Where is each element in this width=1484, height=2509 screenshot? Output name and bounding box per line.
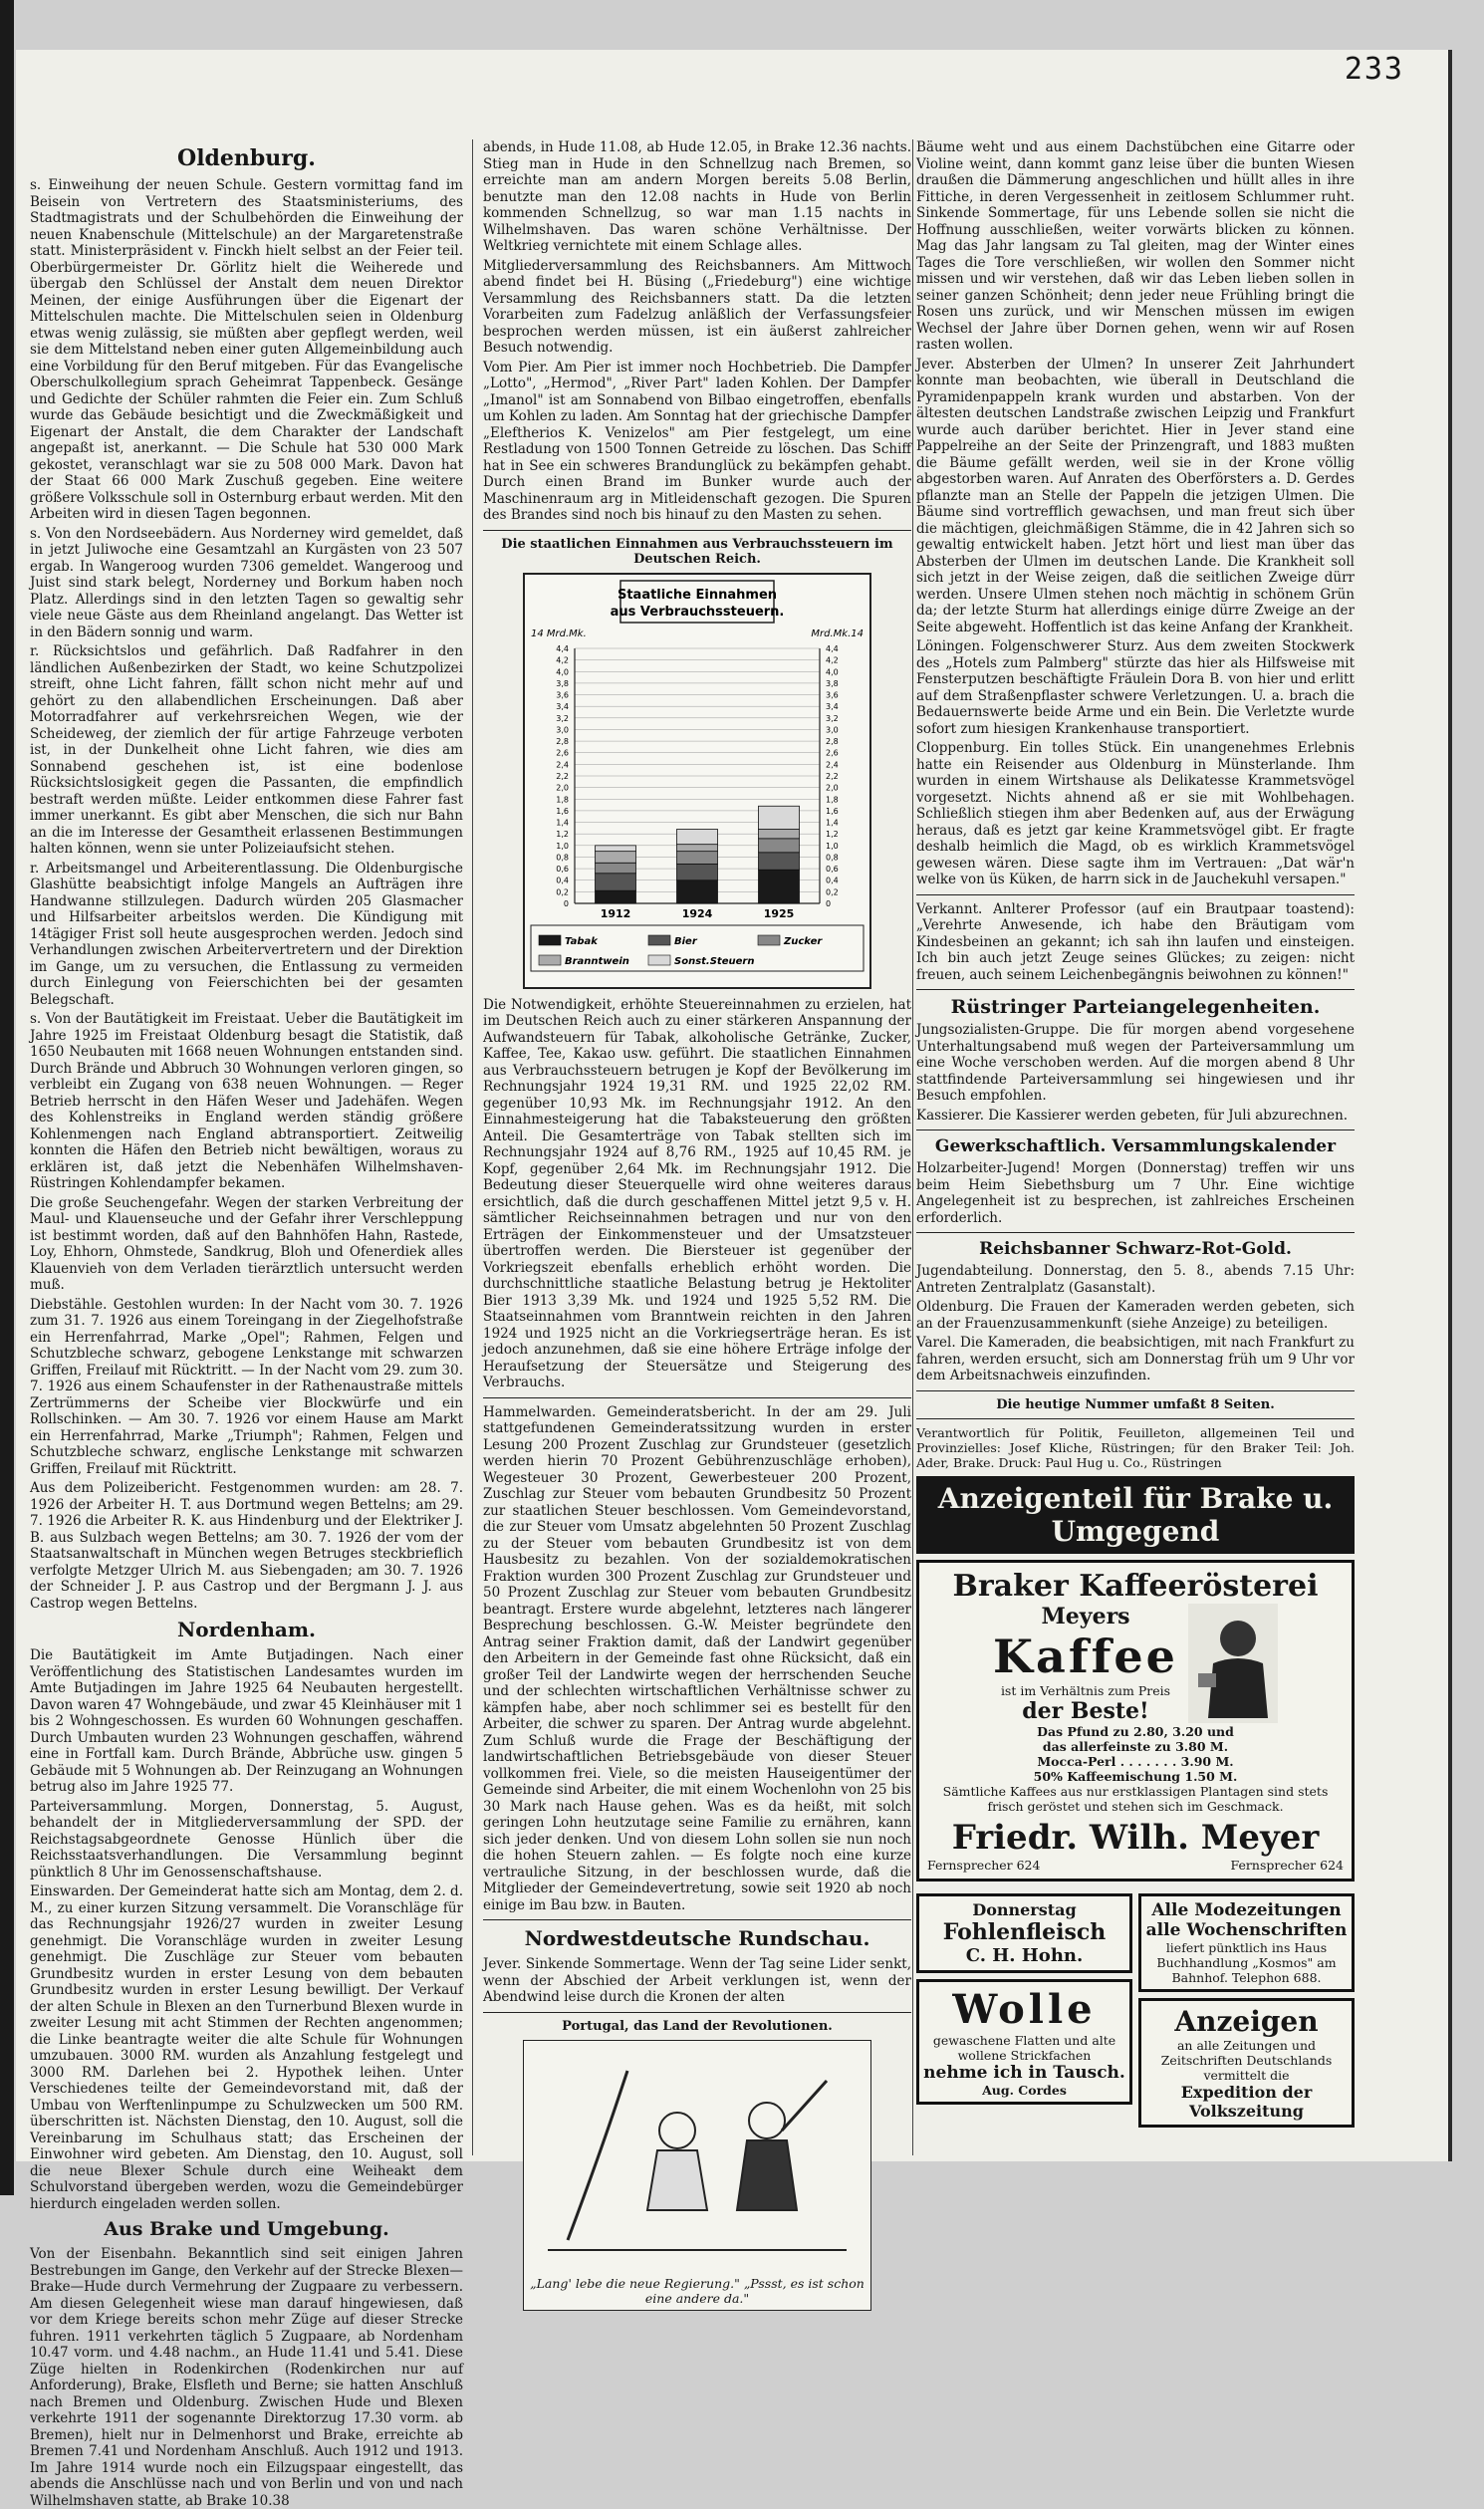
ad-kaffee-brand: Meyers xyxy=(1041,1603,1130,1630)
ad-kaffee-phone-right: Fernsprecher 624 xyxy=(1230,1857,1344,1873)
article-paragraph: Die große Seuchengefahr. Wegen der starken Verbreitung der Maul- und Klauenseuche und der Gefahr ihrer Verschleppung ist bestimmt worden, daß auf den Bahnhöfen Hahn, Rastede, Loy, Ehhorn, Ohmstede, Sandkrug, Bloh und Ofenerdiek alles Klauenvieh von dem Verladen tierärztlich untersucht werden muß. xyxy=(30,1194,463,1293)
y-tick-label: 1,4 xyxy=(826,818,839,828)
article-paragraph: Vom Pier. Am Pier ist immer noch Hochbetrieb. Die Dampfer „Lotto", „Hermod", „River Part" laden Kohlen. Der Dampfer „Imanol" ist am Sonnabend von Bilbao eingetroffen, ebenfalls um Kohlen zu laden. Am Sonntag hat der griechische Dampfer „Eleftherios K. Venizelos" am Pier festgelegt, um eine Restladung von 1500 Tonnen Getreide zu löschen. Das Schiff hat in See ein schweres Brandunglück zu bekämpfen gehabt. Durch einen Brand im Bunker wurde auch der Maschinenraum arg in Mitleidenschaft gezogen. Die Spuren des Brandes sind noch bis hinauf zu den Masten zu sehen. xyxy=(483,359,911,523)
ad-wolle-seller: Aug. Cordes xyxy=(982,2082,1067,2098)
bar-segment-sonststeuern xyxy=(596,845,636,851)
column-rule xyxy=(472,139,473,2155)
bar-segment-branntwein xyxy=(596,851,636,863)
y-tick-label: 2,8 xyxy=(556,736,569,746)
article-paragraph: abends, in Hude 11.08, ab Hude 12.05, in Brake 12.36 nachts. Stieg man in Hude in den Schnellzug nach Bremen, so erreichte man am andern Morgen bereits 5.08 Berlin, benutzte man den 12.08 nachts in Hude von Berlin kommenden Schnellzug, so war man 1.15 nachts in Wilhelmshaven. Das waren schöne Verhältnisse. Der Weltkrieg vernichtete mit einem Schlage alles. xyxy=(483,139,911,254)
ad-kaffee-price1: Das Pfund zu 2.80, 3.20 und xyxy=(1037,1723,1234,1739)
article-paragraph: Parteiversammlung. Morgen, Donnerstag, 5. August, behandelt der in Mitgliederversammlung der SPD. der Reichstagsabgeordnete Genosse Hünlich über die Reichsstaatsverhandlungen. Die Versammlung beginnt pünktlich 8 Uhr im Genossenschaftshause. xyxy=(30,1798,463,1881)
chart-frame xyxy=(523,573,871,989)
article-paragraph: Jugendabteilung. Donnerstag, den 5. 8., abends 7.15 Uhr: Antreten Zentralplatz (Gasanstalt). xyxy=(916,1263,1355,1296)
legend-label: Sonst.Steuern xyxy=(674,955,755,967)
bar-segment-tabak xyxy=(677,879,718,902)
ad-fohlenfleisch xyxy=(916,1893,1132,1973)
ad-mode-line: liefert pünktlich ins Haus Buchhandlung „Kosmos" am Bahnhof. Telephon 688. xyxy=(1156,1939,1337,1985)
legend-swatch xyxy=(539,955,561,965)
y-tick-label: 0,2 xyxy=(826,886,839,896)
cartoon-caption: Portugal, das Land der Revolutionen. xyxy=(562,2018,833,2034)
ad-kaffee-line2: der Beste! xyxy=(1022,1697,1149,1724)
article-paragraph: Jungsozialisten-Gruppe. Die für morgen abend vorgesehene Unterhaltungsabend muß wegen der Parteiversammlung um eine Woche verschoben werden. Auf die morgen abend 8 Uhr stattfindende Parteiversammlung sei hingewiesen und ihr Besuch empfohlen. xyxy=(916,1022,1355,1104)
legend-label: Zucker xyxy=(784,935,823,947)
column-1 xyxy=(30,139,463,2509)
y-tick-label: 3,4 xyxy=(826,701,839,711)
ad-anzeigen xyxy=(1138,1998,1355,2128)
chart-caption: Die staatlichen Einnahmen aus Verbrauchssteuern im Deutschen Reich. xyxy=(501,536,893,567)
ad-kaffee-phone-left: Fernsprecher 624 xyxy=(927,1857,1041,1873)
section-title-union: Gewerkschaftlich. Versammlungskalender xyxy=(934,1136,1337,1156)
y-tick-label: 3,6 xyxy=(826,690,839,700)
scan-edge xyxy=(0,0,14,2195)
column-3 xyxy=(916,139,1355,2155)
y-tick-label: 1,6 xyxy=(826,806,839,816)
y-tick-label: 0 xyxy=(826,898,832,908)
article-paragraph: Cloppenburg. Ein tolles Stück. Ein unangenehmes Erlebnis hatte ein Reisender aus Oldenburg in Münsterlande. Ihm wurden in einem Wirtshause als Delikatesse Krammetsvögel vorgesetzt. Nichts ahnend aß er sie mit Wohlbehagen. Schließlich stiegen ihm aber Bedenken auf, aus der Erwägung heraus, daß es jetzt gar keine Krammetsvögel gibt. Er fragte deshalb heimlich die Magd, ob es wirklich Krammetsvögel gewesen wären. Diese sagte ihm im Vertrauen: „Dat wär'n welke von üs Küken, de harrn sick in de Jauchekuhl versapen." xyxy=(916,740,1355,887)
y-tick-label: 0,4 xyxy=(826,876,839,885)
y-tick-label: 1,8 xyxy=(556,794,569,804)
y-tick-label: 1,0 xyxy=(826,841,839,851)
bar-segment-bier xyxy=(759,852,800,869)
section-title-rundschau: Nordwestdeutsche Rundschau. xyxy=(524,1926,870,1950)
divider xyxy=(483,1397,911,1398)
ad-kaffee-title: Braker Kaffeerösterei xyxy=(952,1568,1319,1604)
section-title-brake: Aus Brake und Umgebung. xyxy=(104,2218,389,2240)
divider xyxy=(916,1129,1355,1130)
y-tick-label: 2,6 xyxy=(826,748,839,758)
y-tick-label: 0,6 xyxy=(826,864,839,874)
y-tick-label: 3,0 xyxy=(556,724,569,734)
legend-swatch xyxy=(539,935,561,945)
article-paragraph: s. Von der Bautätigkeit im Freistaat. Ueber die Bautätigkeit im Jahre 1925 im Freistaat Oldenburg besagt die Statistik, daß 1650 Neubauten mit 1668 neuen Wohnungen entstanden sind. Durch Brände und Abbruch 30 Wohnungen verloren gingen, so verbleibt ein Zugang von 638 neuen Wohnungen. — Reger Betrieb herrscht in den Häfen Weser und Jadehäfen. Wegen des Kohlenstreiks in England werden ständig größere Kohlenmengen nach England abtransportiert. Zeitweilig konnten die Häfen den Betrieb nicht bewältigen, woraus zu erklären ist, daß jetzt die Nebenhäfen Wilhelmshaven-Rüstringen Kohlendampfer bekamen. xyxy=(30,1011,463,1191)
bar-segment-tabak xyxy=(759,870,800,903)
chart-title: aus Verbrauchssteuern. xyxy=(610,604,785,620)
ad-kaffee-line1: ist im Verhältnis zum Preis xyxy=(1000,1682,1171,1698)
bar-segment-branntwein xyxy=(759,829,800,838)
y-tick-label: 0 xyxy=(563,898,569,908)
cartoon-drawing xyxy=(524,2041,870,2270)
y-tick-label: 4,4 xyxy=(556,643,569,653)
y-tick-label: 1,6 xyxy=(556,806,569,816)
y-tick-label: 3,6 xyxy=(556,690,569,700)
ad-kaffee-product: Kaffee xyxy=(993,1629,1178,1683)
x-tick-label: 1924 xyxy=(681,906,713,920)
bar-segment-bier xyxy=(596,873,636,889)
y-tick-label: 3,0 xyxy=(826,724,839,734)
y-tick-label: 3,4 xyxy=(556,701,569,711)
section-title-nordenham: Nordenham. xyxy=(176,1618,317,1641)
y-tick-label: 3,8 xyxy=(826,678,839,688)
divider xyxy=(916,1418,1355,1419)
ad-mode-title1: Alle Modezeitungen xyxy=(1151,1899,1342,1920)
legend-label: Tabak xyxy=(565,935,598,947)
ad-fohlen-item: Fohlenfleisch xyxy=(942,1918,1107,1945)
y-tick-label: 0,4 xyxy=(556,876,569,885)
y-tick-label: 3,2 xyxy=(556,713,569,723)
imprint: Verantwortlich für Politik, Feuilleton, allgemeinen Teil und Provinzielles: Josef Kliche, Rüstringen; für den Braker Teil: Joh. Ader, Brake. Druck: Paul Hug u. Co., Rüstringen xyxy=(916,1424,1355,1470)
legend-swatch xyxy=(648,935,670,945)
y-tick-label: 1,2 xyxy=(556,829,569,839)
article-paragraph: Jever. Absterben der Ulmen? In unserer Zeit Jahrhundert konnte man beobachten, wie überall in Deutschland die Pyramidenpappeln krank wurden und abstarben. Von der ältesten deutschen Landstraße zwischen Leipzig und Frankfurt wurde auch darüber berichtet. Hier in Jever stand eine Pappelreihe an der Seite der Prinzengraft, und 1883 mußten die Bäume gefällt werden, weil sie in der Krone völlig abgestorben waren. Auf Anraten des Oberförsters a. D. Gerdes pflanzte man an Stelle der Pappeln die jetzigen Ulmen. Die Bäume sind vortrefflich gewachsen, und man freut sich über die mächtigen, gleichmäßigen Stämme, die in 42 Jahren sich so gewaltig entwickelt haben. Jetzt hört und liest man über das Absterben der Ulmen im deutschen Lande. Die Krankheit soll sich jetzt in der Weise zeigen, daß die seitlichen Zweige dürr werden. Unsere Ulmen stehen noch mächtig in schönem Grün da; der letzte Sturm hat allerdings einige dürre Zweige an der Seite abgeweht. Hoffentlich ist das keine Anfang der Krankheit. xyxy=(916,356,1355,635)
page-number: 233 xyxy=(1344,52,1404,87)
ad-kaffee-price3: Mocca-Perl . . . . . . . 3.90 M. xyxy=(1037,1753,1234,1769)
bar-segment-tabak xyxy=(596,890,636,903)
y-tick-label: 3,2 xyxy=(826,713,839,723)
article-paragraph: Jever. Sinkende Sommertage. Wenn der Tag seine Lider senkt, wenn der Abschied der Arbeit verklungen ist, wenn der Abendwind leise durch die Kronen der alten xyxy=(483,1956,911,2005)
y-tick-label: 4,2 xyxy=(556,655,569,665)
y-tick-label: 2,4 xyxy=(556,759,569,769)
ad-wolle xyxy=(916,1979,1132,2105)
y-tick-label: 1,8 xyxy=(826,794,839,804)
y-tick-label: 0,8 xyxy=(556,852,569,862)
coffee-drinker-illustration xyxy=(1188,1604,1278,1723)
ad-anzeigen-firm: Expedition der Volkszeitung xyxy=(1180,2082,1313,2121)
divider xyxy=(483,1919,911,1920)
ad-kaffee-price2: das allerfeinste zu 3.80 M. xyxy=(1042,1738,1229,1754)
ad-mode-title2: alle Wochenschriften xyxy=(1145,1919,1348,1940)
legend-label: Branntwein xyxy=(565,955,629,967)
article-paragraph: Aus dem Polizeibericht. Festgenommen wurden: am 28. 7. 1926 der Arbeiter H. T. aus Dortmund wegen Bettelns; am 29. 7. 1926 die Arbeiter R. K. aus Hindenburg und der Elektriker J. B. aus Sulzbach wegen Bettelns; am 30. 7. 1926 der vom der Staatsanwaltschaft in München wegen Betruges steckbrieflich verfolgte Metzger Ulrich M. aus Siebengaden; am 30. 7. 1926 der Schneider J. P. aus Castrop und der Bergmann J. J. aus Castrop wegen Bettelns. xyxy=(30,1480,463,1612)
article-paragraph: Löningen. Folgenschwerer Sturz. Aus dem zweiten Stockwerk des „Hotels zum Palmberg" stürzte das hier als Hilfsweise mit Fensterputzen beschäftigte Fräulein Dora B. von hier und erlitt auf dem Straßenpflaster schwere Verletzungen. U. a. brach die Bedauernswerte beide Arme und ein Bein. Die Verletzte wurde sofort zum hiesigen Krankenhause transportiert. xyxy=(916,638,1355,737)
y-tick-label: 4,0 xyxy=(826,666,839,676)
y-tick-label: 4,0 xyxy=(556,666,569,676)
ad-kaffee-price4: 50% Kaffeemischung 1.50 M. xyxy=(1033,1768,1238,1784)
y-axis-label-left: 14 Mrd.Mk. xyxy=(531,627,587,639)
bar-segment-bier xyxy=(677,864,718,879)
column-2 xyxy=(483,139,911,2306)
y-tick-label: 2,2 xyxy=(556,771,569,781)
legend-swatch xyxy=(648,955,670,965)
article-paragraph: Von der Eisenbahn. Bekanntlich sind seit einigen Jahren Bestrebungen im Gange, den Verkehr auf der Strecke Blexen—Brake—Hude durch Vermehrung der Zugpaare zu verbessern. Am diesen Gelegenheit wiese man darauf hingewiesen, daß vor dem Kriege bereits schon mehr Züge auf dieser Strecke fuhren. 1911 verkehrten täglich 5 Zugpaare, ab Nordenham 10.47 vorm. und 4.48 nachm., an Hude 11.41 und 5.41. Diese Züge hielten in Rodenkirchen (Rodenkirchen nur auf Anforderung), Brake, Elsfleth und Berne; sie hatten Anschluß nach Bremen und Oldenburg. Zwischen Hude und Blexen verkehrte 1911 der sogenannte Direktorzug 17.30 vorm. ab Bremen), hielt nur in Delmenhorst und Brake, erreichte ab Bremen 7.41 und Nordenham Anschluß. Auch 1912 und 1913. Im Jahre 1914 wurde noch ein Eilzugspaar eingestellt, das abends die Anschlüsse nach und von Berlin und von und nach Wilhelmshaven statte, ab Brake 10.38 xyxy=(30,2246,463,2509)
divider xyxy=(916,1232,1355,1233)
ad-kaffee xyxy=(916,1560,1355,1882)
legend-swatch xyxy=(758,935,780,945)
y-tick-label: 0,2 xyxy=(556,886,569,896)
y-tick-label: 0,6 xyxy=(556,864,569,874)
y-tick-label: 3,8 xyxy=(556,678,569,688)
divider xyxy=(916,894,1355,895)
cartoon-quote: „Lang' lebe die neue Regierung." „Pssst, es ist schon eine andere da." xyxy=(530,2275,865,2306)
legend-label: Bier xyxy=(674,935,697,947)
y-tick-label: 0,8 xyxy=(826,852,839,862)
bar-segment-branntwein xyxy=(677,844,718,851)
bar-segment-sonststeuern xyxy=(759,806,800,829)
cartoon-illustration xyxy=(523,2040,871,2311)
y-tick-label: 4,2 xyxy=(826,655,839,665)
y-tick-label: 2,2 xyxy=(826,771,839,781)
article-paragraph: Diebstähle. Gestohlen wurden: In der Nacht vom 30. 7. 1926 zum 31. 7. 1926 aus einem Toreingang in der Ziegelhofstraße ein Herrenfahrrad, Marke „Opel"; Rahmen, Felgen und Schutzbleche schwarz, gebogene Lenkstange mit schwarzen Griffen, Freilauf mit Rücktritt. — In der Nacht vom 29. zum 30. 7. 1926 aus einem Schaufenster in der Rathenaustraße mittels Zertrümmerns der Scheibe vier Blockwürfe und ein Rollschinken. — Am 30. 7. 1926 vor einem Hause am Markt ein Herrenfahrrad, Marke „Triumph"; Rahmen, Felgen und Schutzbleche schwarz, englische Lenkstange mit schwarzen Griffen, Freilauf mit Rücktritt. xyxy=(30,1296,463,1477)
y-tick-label: 2,0 xyxy=(826,783,839,793)
y-tick-label: 1,0 xyxy=(556,841,569,851)
bar-segment-zucker xyxy=(596,863,636,873)
chart-title: Staatliche Einnahmen xyxy=(617,587,778,603)
article-paragraph: Holzarbeiter-Jugend! Morgen (Donnerstag) treffen wir uns beim Heim Siebethsburg um 7 Uhr. Eine wichtige Angelegenheit ist zu besprechen, ist zahlreiches Erscheinen erforderlich. xyxy=(916,1160,1355,1226)
article-paragraph: Mitgliederversammlung des Reichsbanners. Am Mittwoch abend findet bei H. Büsing („Friedeburg") eine wichtige Versammlung des Reichsbanners statt. Da die letzten Vorarbeiten zum Fadelzug anläßlich der Verfassungsfeier besprochen werden müssen, ist ein äußerst zahlreicher Besuch notwendig. xyxy=(483,257,911,356)
y-tick-label: 1,2 xyxy=(826,829,839,839)
article-paragraph: Varel. Die Kameraden, die beabsichtigen, mit nach Frankfurt zu fahren, werden ersucht, sich am Donnerstag früh um 9 Uhr vor dem Arbeitsnachweis einzufinden. xyxy=(916,1335,1355,1383)
x-tick-label: 1925 xyxy=(763,906,795,920)
y-tick-label: 2,0 xyxy=(556,783,569,793)
divider xyxy=(483,530,911,531)
article-paragraph: s. Von den Nordseebädern. Aus Norderney wird gemeldet, daß in jetzt Juliwoche eine Gesamtzahl an Kurgästen von 23 507 ergab. In Wangeroog wurden 7306 gemeldet. Wangeroog und Juist sind stark belegt, Norderney und Borkum haben noch Platz. Allerdings sind in den letzten Tagen so gewaltig sehr viele neue Gäste aus dem Rheinland angelangt. Das Wetter ist in den Bädern sonnig und warm. xyxy=(30,525,463,640)
section-title-reichsbanner: Reichsbanner Schwarz-Rot-Gold. xyxy=(979,1239,1292,1259)
ad-section-banner: Anzeigenteil für Brake u. Umgegend xyxy=(916,1476,1355,1554)
ad-wolle-line2: nehme ich in Tausch. xyxy=(923,2062,1125,2083)
divider xyxy=(916,1390,1355,1391)
bar-segment-sonststeuern xyxy=(677,829,718,844)
tax-revenue-chart xyxy=(525,575,869,983)
y-tick-label: 2,4 xyxy=(826,759,839,769)
divider xyxy=(483,2012,911,2013)
article-paragraph: r. Arbeitsmangel und Arbeiterentlassung. Die Oldenburgische Glashütte beabsichtigt infolge Mangels an Aufträgen ihre Handwanne stillzulegen. Dadurch würden 205 Glasmacher und Hilfsarbeiter arbeitslos werden. Die Kündigung mit 14tägiger Frist soll heute ausgesprochen werden. Jedoch sind Verhandlungen zwischen Arbeitervertretern und der Direktion im Gange, um zu versuchen, die Entlassung zu vermeiden durch Einlegung von Feierschichten bei der gesamten Belegschaft. xyxy=(30,860,463,1008)
section-title-party: Rüstringer Parteiangelegenheiten. xyxy=(950,996,1321,1018)
article-paragraph: Die Bautätigkeit im Amte Butjadingen. Nach einer Veröffentlichung des Statistischen Landesamtes wurden im Amte Butjadingen im Jahre 1925 64 Neubauten hergestellt. Davon waren 47 Wohngebäude, und zwar 45 Kleinhäuser mit 1 bis 2 Wohngeschossen. Es wurden 60 Wohnungen geschaffen. Durch Umbauten wurden 23 Wohnungen geschaffen, während eine in Fortfall kam. Durch Brände, Abbrüche usw. gingen 5 Gebäude mit 5 Wohnungen ab. Der Reinzugang an Wohnungen betrug also im Jahre 1925 77. xyxy=(30,1647,463,1795)
article-paragraph: r. Rücksichtslos und gefährlich. Daß Radfahrer in den ländlichen Außenbezirken der Stadt, wo keine Schutzpolizei streift, ohne Licht fahren, fällt schon nicht mehr auf und gehört zu den allabendlichen Erscheinungen. Daß aber Motorradfahrer auf verkehrsreichen Wegen, wie der Scheideweg, der ziemlich der für artige Fahrzeuge verboten ist, in der Dunkelheit ohne Licht fahren, wie dies am Sonnabend geschehen ist, ist eine bodenlose Rücksichtslosigkeit gegen die Passanten, die empfindlich bestraft werden müßte. Leider entkommen diese Fahrer fast immer unerkannt. Es gibt aber Menschen, die sich nur Bahn an die im Interesse der Gesamtheit erlassenen Bestimmungen halten können, wenn sie unter Polizeiaufsicht stehen. xyxy=(30,643,463,857)
article-paragraph: Kassierer. Die Kassierer werden gebeten, für Juli abzurechnen. xyxy=(916,1107,1349,1124)
ad-modezeitungen xyxy=(1138,1893,1355,1992)
ad-wolle-title: Wolle xyxy=(952,1985,1097,2033)
article-paragraph: s. Einweihung der neuen Schule. Gestern vormittag fand im Beisein von Vertretern des Staatsministeriums, des Stadtmagistrats und der Schulbehörden die Einweihung der neuen Knabenschule (Mittelschule) an der Margaretenstraße statt. Ministerpräsident v. Finckh hielt selbst an der Feier teil. Oberbürgermeister Dr. Görlitz hielt die Weiherede und übergab den Schlüssel der Anstalt dem neuen Direktor Meinen, der einige Ausführungen über die Eigenart der Mittelschulen machte. Die Mittelschulen seien in Oldenburg etwas wenig zulässig, sie müßten aber gepflegt werden, weil sie dem Mittelstand neben einer guten Allgemeinbildung auch eine Vorbildung für den Beruf mitgeben. Für das Evangelische Oberschulkollegium sprach Geheimrat Tappenbeck. Gesänge und Gedichte der Schüler rahmten die Feier ein. Zum Schluß wurde das Gebäude besichtigt und die Zweckmäßigkeit und Eigenart der Anstalt, die dem Charakter der Landschaft angepaßt ist, anerkannt. — Die Schule hat 530 000 Mark gekostet, veranschlagt war sie zu 508 000 Mark. Davon hat der Staat 66 000 Mark Zuschuß gegeben. Eine weitere größere Volksschule soll in Osternburg erbaut werden. Mit den Arbeiten wird in diesen Tagen begonnen. xyxy=(30,177,463,522)
section-title-oldenburg: Oldenburg. xyxy=(177,145,316,171)
article-paragraph: Die Notwendigkeit, erhöhte Steuereinnahmen zu erzielen, hat im Deutschen Reich auch zu einer stärkeren Anspannung der Aufwandsteuern für Tabak, alkoholische Getränke, Zucker, Kaffee, Tee, Kakao usw. geführt. Die staatlichen Einnahmen aus Verbrauchssteuern betrugen je Kopf der Bevölkerung im Rechnungsjahr 1924 19,31 RM. und 1925 22,02 RM. gegenüber 10,93 Mk. im Rechnungsjahr 1912. An den Einnahmesteigerung hat die Tabaksteuerung den größten Anteil. Die Gesamterträge von Tabak stellten sich im Rechnungsjahr 1924 auf 8,76 RM., 1925 auf 10,45 RM. je Kopf, gegenüber 2,64 Mk. im Rechnungsjahr 1912. Die Bedeutung dieser Steuerquelle wird ohne weiteres daraus ersichtlich, daß die durch geschaffenen Mittel jetzt 9,5 v. H. sämtlicher Reichseinnahmen betragen und nur von den Erträgen der Einkommensteuer und der Umsatzsteuer übertroffen werden. Die Biersteuer ist gegenüber der Vorkriegszeit ebenfalls erheblich erhöht worden. Die durchschnittliche staatliche Belastung betrug je Hektoliter Bier 1913 3,39 Mk. und 1924 und 1925 5,52 RM. Die Staatseinnahmen vom Branntwein reichten in den Jahren 1924 und 1925 nicht an die Vorkriegserträge heran. Es ist jedoch anzunehmen, daß sie eine höhere Erträge infolge der Heraufsetzung der Steuersätze und Steigerung des Verbrauchs. xyxy=(483,996,911,1390)
y-tick-label: 2,6 xyxy=(556,748,569,758)
bar-segment-zucker xyxy=(677,851,718,864)
article-paragraph: Verkannt. Anlterer Professor (auf ein Brautpaar toastend): „Verehrte Anwesende, ich habe den Bräutigam vom Kindesbeinen an gekannt; ich sah ihn laufen und einsteigen. Ich bin auch jetzt Zeuge seines Glückes; zu zeigen: nicht freuen, auch seinem Leichenbegängnis beiwohnen zu können!" xyxy=(916,900,1355,983)
article-paragraph: Oldenburg. Die Frauen der Kameraden werden gebeten, sich an der Frauenzusammenkunft (siehe Anzeige) zu beteiligen. xyxy=(916,1299,1355,1332)
ad-kaffee-firm: Friedr. Wilh. Meyer xyxy=(951,1817,1320,1858)
ad-kaffee-line3: Sämtliche Kaffees aus nur erstklassigen Plantagen sind stets frisch geröstet und stehen sich im Geschmack. xyxy=(942,1783,1329,1814)
bar-segment-zucker xyxy=(759,838,800,852)
divider xyxy=(916,989,1355,990)
article-paragraph: Hammelwarden. Gemeinderatsbericht. In der am 29. Juli stattgefundenen Gemeinderatssitzung wurden in erster Lesung 200 Prozent Zuschlag zur Grundsteuer (gesetzlich werden hierin 70 Prozent Gebührenzuschläge erhoben), Wegesteuer 30 Prozent, Gewerbesteuer 200 Prozent, Zuschlag zur Steuer vom bebauten Grundbesitz 50 Prozent zur staatlichen Steuer beschlossen. Vom Gemeindevorstand, die zur Steuer vom Umsatz abgelehnten 50 Prozent Zuschlag zu der Steuer vom bebauten Grundbesitz ist von dem Hausbesitz zu bezahlen. Von der sozialdemokratischen Fraktion wurden 300 Prozent Zuschlag zur Grundsteuer und 50 Prozent Zuschlag zur Steuer vom bebauten Grundbesitz beantragt. Erstere wurde abgelehnt, letzteres nach längerer Besprechung beschlossen. G.-W. Meister begründete den Antrag seiner Fraktion damit, daß der Landwirt gegenüber den Arbeitern in der Gemeinde fast ohne Rücksicht, daß ein großer Teil der Landwirte wegen der herrschenden Seuche und der schlechten wirtschaftlichen Verhältnisse schwer zu kämpfen habe, aber noch schlimmer sei es bestellt für den Arbeiter, die schwer zu sparen. Der Antrag wurde abgelehnt. Zum Schluß wurde die Frage der Beschäftigung der landwirtschaftlichen Betriebsgebäude von dieser Steuer vollkommen frei. Viele, so die meisten Hauseigentümer der Gemeinde sind Arbeiter, die mit einem Wochenlohn von 25 bis 30 Mark nach Hause gehen. Was es da heißt, mit solch geringen Lohn heutzutage seine Familie zu ernähren, kann sich jeder denken. Und von diesem Lohn sollen sie nun noch die hohen Steuern zahlen. — Es folgte noch eine kurze vertrauliche Sitzung, in der beschlossen wurde, daß die Mitglieder der Gemeindevertretung, sowie seit 1920 ab noch einige im Bau bzw. in Bauten. xyxy=(483,1403,911,1913)
ad-fohlen-day: Donnerstag xyxy=(972,1899,1077,1919)
page-count-note: Die heutige Nummer umfaßt 8 Seiten. xyxy=(996,1396,1275,1412)
y-tick-label: 2,8 xyxy=(826,736,839,746)
y-tick-label: 4,4 xyxy=(826,643,839,653)
ad-anzeigen-title: Anzeigen xyxy=(1174,2004,1319,2038)
ad-anzeigen-line: an alle Zeitungen und Zeitschriften Deutschlands vermittelt die xyxy=(1160,2037,1333,2083)
y-axis-label-right: Mrd.Mk.14 xyxy=(811,627,864,639)
ad-wolle-line1: gewaschene Flatten und alte wollene Strickfachen xyxy=(932,2032,1116,2063)
ad-fohlen-seller: C. H. Hohn. xyxy=(965,1944,1084,1966)
article-paragraph: Einswarden. Der Gemeinderat hatte sich am Montag, dem 2. d. M., zu einer kurzen Sitzung versammelt. Die Voranschläge für das Rechnungsjahr 1926/27 wurden in zweiter Lesung genehmigt. Die Voranschläge wurden in zweiter Lesung genehmigt. Die Zuschläge zur Steuer vom bebauten Grundbesitz wurden in erster Lesung von dem bebauten Grundbesitz wurden in erster Lesung bewilligt. Der Verkauf der alten Schule in Blexen an den Turnerbund Blexen wurde in zweiter Lesung mit acht Stimmen der Rechten angenommen; die Linke beantragte weiter die alte Schule für Wohnungen umzubauen. 3000 RM. wurden als Anzahlung festgelegt und 3000 RM. Darlehen bei 2. Hypothek leihen. Unter Verschiedenes teilte der Gemeindevorstand mit, daß der Umbau von Werftenlinpumpe zu Schulzwecken um 500 RM. überschritten ist. Nächsten Dienstag, den 10. August, soll die Vereinbarung im Schulhaus statt; das Erscheinen der Einwohner wird gebeten. Am Dienstag, den 10. August, soll die neue Blexer Schule durch eine Weiheakt dem Schulvorstand übergeben werden, wozu die Gemeindebürger hierdurch eingeladen werden sollen. xyxy=(30,1883,463,2212)
y-tick-label: 1,4 xyxy=(556,818,569,828)
column-rule xyxy=(912,139,913,2155)
x-tick-label: 1912 xyxy=(600,906,631,920)
article-paragraph: Bäume weht und aus einem Dachstübchen eine Gitarre oder Violine weint, dann kommt ganz leise über die bunten Wiesen draußen die Dämmerung angeschlichen und hüllt alles in ihre Fittiche, in deren Vergessenheit in zeitlosem Schlummer ruht. Sinkende Sommertage, für uns Lebende sollen sie nicht die Hoffnung ausschließen, weiter vorwärts blicken zu können. Mag das Jahr langsam zu Tal gleiten, mag der Winter eines Tages die Tore verschließen, wir wollen den Sommer nicht missen und wir verstehen, daß wir das Leben lieben sollen in seiner ganzen Schönheit; denn jeder neue Frühling bringt die Rosen uns zurück, und wir Menschen müssen im ewigen Wechsel der Jahre über Dornen gehen, wenn wir auf Rosen rasten wollen. xyxy=(916,139,1355,353)
